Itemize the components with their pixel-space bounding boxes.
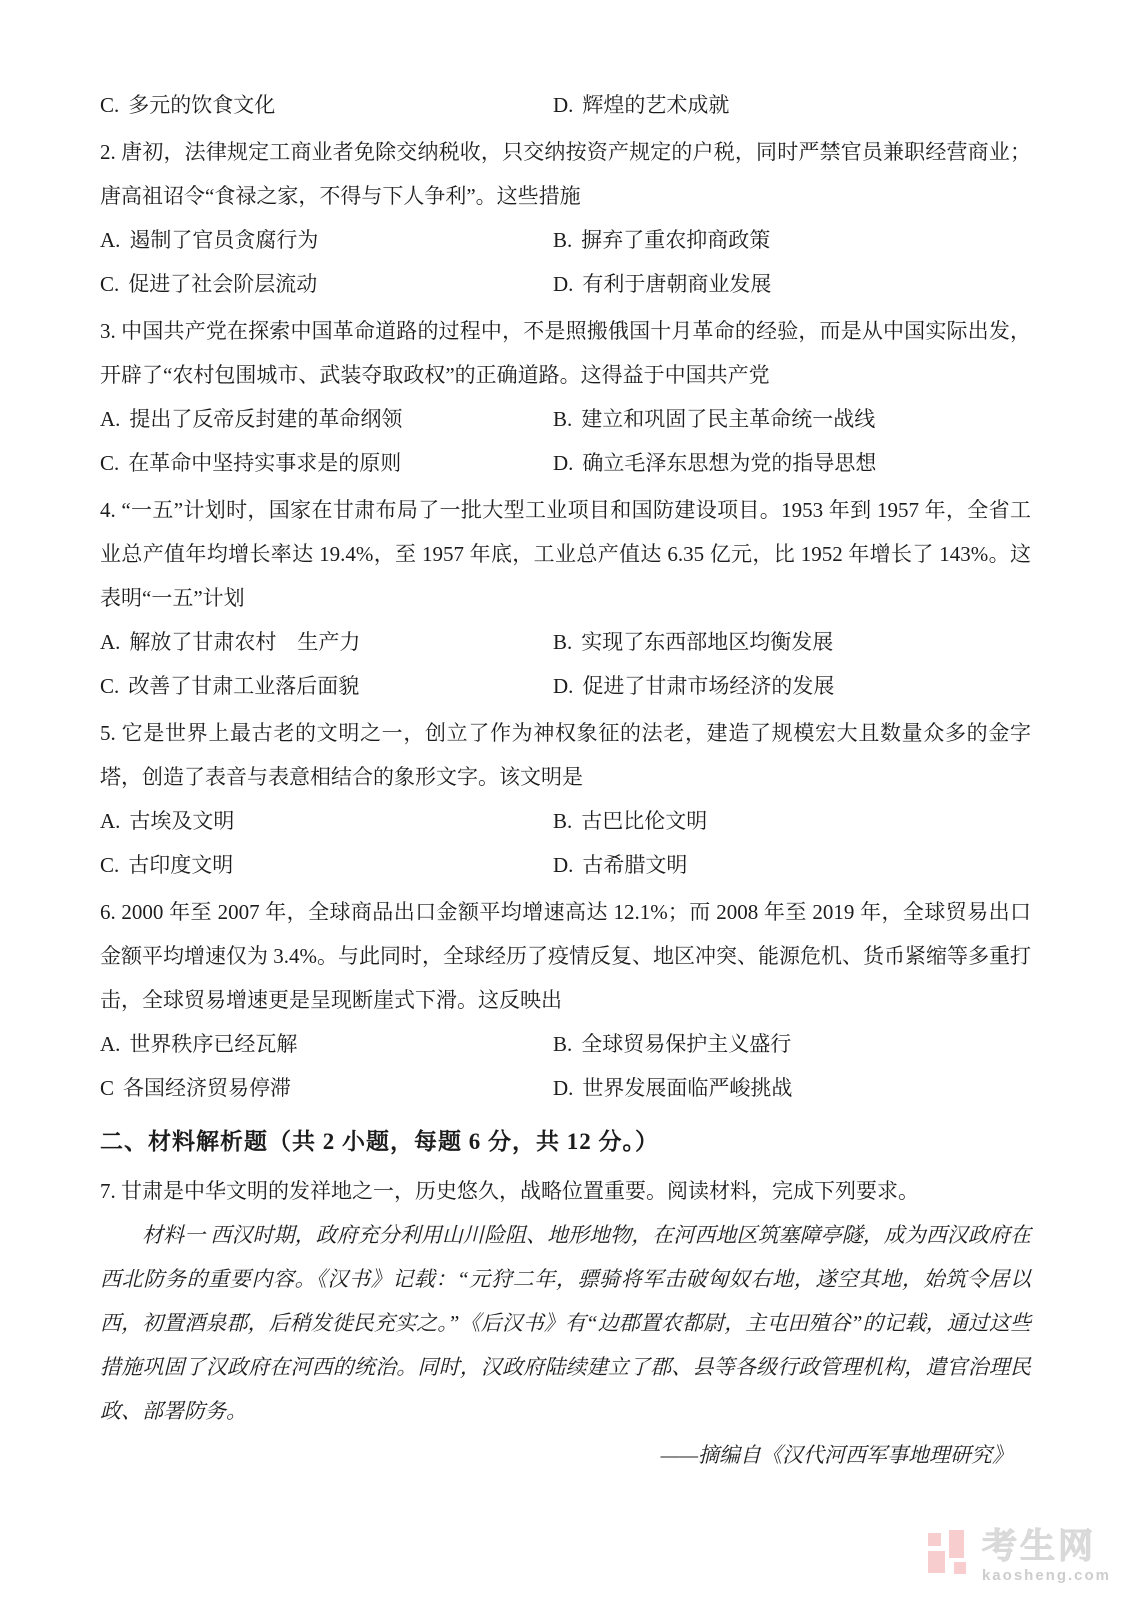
question-4-stem: 4. “一五”计划时，国家在甘肃布局了一批大型工业项目和国防建设项目。1953 年到 1957 年，全省工业总产值年均增长率达 19.4%，至 1957 年底，工业总产值达 6.35 亿元，比 1952 年增长了 143%。这表明“一五”计划 bbox=[100, 498, 1031, 610]
option-text: 古希腊文明 bbox=[582, 853, 688, 877]
option-label: D. bbox=[553, 853, 574, 877]
question-3-option-b bbox=[553, 397, 1031, 441]
question-7 bbox=[100, 1169, 1031, 1477]
question-2-options-row-2 bbox=[100, 262, 1031, 306]
option-label: B. bbox=[553, 1032, 573, 1056]
question-6-option-c bbox=[100, 1066, 553, 1110]
question-6-options-row-1 bbox=[100, 1022, 1031, 1066]
question-6 bbox=[100, 890, 1031, 1110]
option-label: A. bbox=[100, 407, 121, 431]
question-5-option-d bbox=[553, 843, 1031, 887]
question-5-options-row-1 bbox=[100, 799, 1031, 843]
exam-content bbox=[100, 80, 1031, 1477]
option-label: D. bbox=[553, 93, 574, 117]
option-text: 多元的饮食文化 bbox=[128, 93, 276, 117]
watermark-site-url: kaosheng.com bbox=[981, 1567, 1111, 1584]
option-label: C. bbox=[100, 451, 120, 475]
question-3-option-c bbox=[100, 441, 553, 485]
option-label: C bbox=[100, 1076, 115, 1100]
question-4-option-d bbox=[553, 664, 1031, 708]
option-text: 摒弃了重农抑商政策 bbox=[581, 228, 771, 252]
option-label: D. bbox=[553, 272, 574, 296]
option-label: C. bbox=[100, 93, 120, 117]
question-2-options-row-1 bbox=[100, 218, 1031, 262]
question-1-options-row bbox=[100, 83, 1031, 127]
question-6-option-b bbox=[553, 1022, 1031, 1066]
question-5-option-c bbox=[100, 843, 553, 887]
option-text: 实现了东西部地区均衡发展 bbox=[581, 630, 834, 654]
option-label: A. bbox=[100, 228, 121, 252]
option-text: 遏制了官员贪腐行为 bbox=[129, 228, 319, 252]
section-2-heading: 二、材料解析题（共 2 小题，每题 6 分，共 12 分。） bbox=[100, 1129, 659, 1154]
question-2-option-c bbox=[100, 262, 553, 306]
question-4 bbox=[100, 488, 1031, 708]
question-7-material-attribution: ——摘编自《汉代河西军事地理研究》 bbox=[660, 1443, 1013, 1467]
option-label: B. bbox=[553, 407, 573, 431]
option-text: 促进了甘肃市场经济的发展 bbox=[582, 674, 835, 698]
option-text: 在革命中坚持实事求是的原则 bbox=[128, 451, 402, 475]
question-4-option-c bbox=[100, 664, 553, 708]
option-text: 有利于唐朝商业发展 bbox=[582, 272, 772, 296]
question-3-options-row-1 bbox=[100, 397, 1031, 441]
option-text: 世界发展面临严峻挑战 bbox=[582, 1076, 793, 1100]
question-4-option-b bbox=[553, 620, 1031, 664]
option-label: D. bbox=[553, 674, 574, 698]
question-1 bbox=[100, 83, 1031, 127]
question-6-options-row-2 bbox=[100, 1066, 1031, 1110]
option-text: 改善了甘肃工业落后面貌 bbox=[128, 674, 360, 698]
watermark-text bbox=[981, 1527, 1111, 1584]
option-text: 确立毛泽东思想为党的指导思想 bbox=[582, 451, 877, 475]
option-label: A. bbox=[100, 1032, 121, 1056]
option-label: B. bbox=[553, 630, 573, 654]
option-text: 建立和巩固了民主革命统一战线 bbox=[581, 407, 876, 431]
option-text: 古巴比伦文明 bbox=[581, 809, 708, 833]
question-4-options-row-1 bbox=[100, 620, 1031, 664]
question-2 bbox=[100, 130, 1031, 306]
option-text: 辉煌的艺术成就 bbox=[582, 93, 730, 117]
question-5-stem: 5. 它是世界上最古老的文明之一，创立了作为神权象征的法老，建造了规模宏大且数量众多的金字塔，创造了表音与表意相结合的象形文字。该文明是 bbox=[100, 721, 1031, 789]
option-label: C. bbox=[100, 272, 120, 296]
question-5-options-row-2 bbox=[100, 843, 1031, 887]
question-2-stem: 2. 唐初，法律规定工商业者免除交纳税收，只交纳按资产规定的户税，同时严禁官员兼职经营商业；唐高祖诏令“食禄之家，不得与下人争利”。这些措施 bbox=[100, 140, 1031, 208]
option-label: A. bbox=[100, 809, 121, 833]
question-2-option-b bbox=[553, 218, 1031, 262]
option-label: B. bbox=[553, 228, 573, 252]
question-1-option-c bbox=[100, 83, 553, 127]
question-4-options-row-2 bbox=[100, 664, 1031, 708]
question-3-options-row-2 bbox=[100, 441, 1031, 485]
option-text: 全球贸易保护主义盛行 bbox=[581, 1032, 792, 1056]
question-6-option-d bbox=[553, 1066, 1031, 1110]
question-3 bbox=[100, 309, 1031, 485]
question-7-material-1: 材料一 西汉时期，政府充分利用山川险阻、地形地物，在河西地区筑塞障亭隧，成为西汉政府在西北防务的重要内容。《汉书》记载：“元狩二年，骠骑将军击破匈奴右地，遂空其地，始筑令居以西，初置酒泉郡，后稍发徙民充实之。”《后汉书》有“边郡置农都尉，主屯田殖谷”的记载，通过这些措施巩固了汉政府在河西的统治。同时，汉政府陆续建立了郡、县等各级行政管理机构，遣官治理民政、部署防务。 bbox=[100, 1223, 1031, 1423]
question-5-option-b bbox=[553, 799, 1031, 843]
question-5 bbox=[100, 711, 1031, 887]
kaosheng-logo-icon bbox=[926, 1530, 972, 1576]
question-5-option-a bbox=[100, 799, 553, 843]
question-1-option-d bbox=[553, 83, 1031, 127]
option-label: C. bbox=[100, 853, 120, 877]
question-2-option-a bbox=[100, 218, 553, 262]
question-7-stem: 7. 甘肃是中华文明的发祥地之一，历史悠久，战略位置重要。阅读材料，完成下列要求。 bbox=[100, 1179, 919, 1203]
option-label: C. bbox=[100, 674, 120, 698]
option-label: D. bbox=[553, 451, 574, 475]
option-label: B. bbox=[553, 809, 573, 833]
watermark-site-name: 考生网 bbox=[981, 1527, 1096, 1566]
option-text: 古印度文明 bbox=[128, 853, 234, 877]
option-text: 世界秩序已经瓦解 bbox=[129, 1032, 298, 1056]
question-6-option-a bbox=[100, 1022, 553, 1066]
option-text: 解放了甘肃农村 生产力 bbox=[129, 630, 361, 654]
option-text: 古埃及文明 bbox=[129, 809, 235, 833]
option-label: D. bbox=[553, 1076, 574, 1100]
question-3-option-d bbox=[553, 441, 1031, 485]
option-label: A. bbox=[100, 630, 121, 654]
option-text: 各国经济贸易停滞 bbox=[123, 1076, 292, 1100]
question-3-option-a bbox=[100, 397, 553, 441]
option-text: 提出了反帝反封建的革命纲领 bbox=[129, 407, 403, 431]
kaosheng-watermark bbox=[926, 1527, 1111, 1584]
question-6-stem: 6. 2000 年至 2007 年，全球商品出口金额平均增速高达 12.1%；而 2008 年至 2019 年，全球贸易出口金额平均增速仅为 3.4%。与此同时，全球经历了疫情反复、地区冲突、能源危机、货币紧缩等多重打击，全球贸易增速更是呈现断崖式下滑。这反映出 bbox=[100, 900, 1031, 1012]
question-3-stem: 3. 中国共产党在探索中国革命道路的过程中，不是照搬俄国十月革命的经验，而是从中国实际出发，开辟了“农村包围城市、武装夺取政权”的正确道路。这得益于中国共产党 bbox=[100, 319, 1031, 387]
question-2-option-d bbox=[553, 262, 1031, 306]
question-4-option-a bbox=[100, 620, 553, 664]
option-text: 促进了社会阶层流动 bbox=[128, 272, 318, 296]
